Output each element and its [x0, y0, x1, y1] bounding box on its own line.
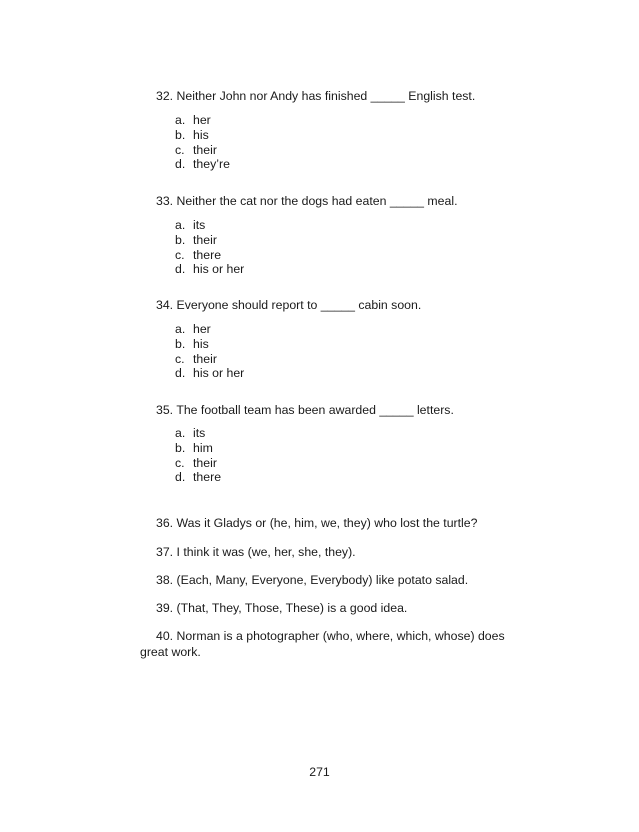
question-34: [156, 298, 421, 313]
question-text: (That, They, Those, These) is a good idea.: [176, 601, 408, 615]
option-a: [175, 426, 221, 441]
question-text: Was it Gladys or (he, him, we, they) who lost the turtle?: [176, 516, 478, 530]
option-text: there: [193, 247, 222, 262]
question-number: 32.: [156, 89, 174, 103]
option-letter: a.: [175, 322, 186, 336]
option-b: [175, 233, 244, 248]
question-text: Neither the cat nor the dogs had eaten _____ meal.: [176, 194, 458, 208]
question-number: 36.: [156, 516, 174, 530]
option-d: [175, 366, 244, 381]
options-33: [175, 218, 244, 277]
option-b: [175, 128, 230, 143]
option-letter: a.: [175, 426, 186, 440]
question-32: [156, 89, 475, 104]
option-letter: c.: [175, 455, 185, 470]
question-38: [156, 573, 468, 588]
option-text: its: [193, 426, 206, 440]
question-text: Neither John nor Andy has finished _____ English test.: [176, 89, 476, 103]
option-text: its: [193, 218, 206, 232]
question-number: 34.: [156, 298, 174, 312]
question-40: [140, 629, 520, 660]
option-letter: b.: [175, 127, 186, 142]
question-36: [156, 516, 477, 531]
option-letter: c.: [175, 142, 185, 157]
question-33: [156, 194, 458, 209]
option-letter: c.: [175, 247, 185, 262]
option-a: [175, 113, 230, 128]
option-d: [175, 470, 221, 485]
question-text: I think it was (we, her, she, they).: [176, 545, 356, 559]
question-39: [156, 601, 407, 616]
question-37: [156, 545, 356, 560]
question-text: The football team has been awarded _____ letters.: [176, 403, 454, 417]
option-letter: b.: [175, 232, 186, 247]
option-text: their: [193, 142, 217, 157]
option-text: her: [193, 113, 211, 127]
question-number: 33.: [156, 194, 174, 208]
option-letter: d.: [175, 470, 186, 485]
question-text: Everyone should report to _____ cabin soon.: [176, 298, 422, 312]
option-letter: d.: [175, 366, 186, 381]
option-text: there: [193, 470, 222, 485]
option-c: [175, 143, 230, 158]
option-text: her: [193, 322, 211, 336]
option-letter: b.: [175, 336, 186, 351]
option-text: his: [193, 127, 209, 142]
option-c: [175, 456, 221, 471]
option-letter: a.: [175, 113, 186, 127]
option-c: [175, 248, 244, 263]
option-text: their: [193, 351, 217, 366]
page-number: 271: [309, 765, 330, 779]
question-text: (Each, Many, Everyone, Everybody) like potato salad.: [176, 573, 469, 587]
option-text: their: [193, 455, 217, 470]
question-text: Norman is a photographer (who, where, which, whose) does great work.: [140, 629, 505, 659]
option-d: [175, 262, 244, 277]
option-c: [175, 352, 244, 367]
option-letter: a.: [175, 218, 186, 232]
question-35: [156, 403, 454, 418]
option-b: [175, 337, 244, 352]
option-b: [175, 441, 221, 456]
option-letter: d.: [175, 157, 186, 172]
option-letter: c.: [175, 351, 185, 366]
option-text: they’re: [193, 157, 230, 172]
option-text: his or her: [193, 366, 245, 381]
options-32: [175, 113, 230, 172]
question-number: 37.: [156, 545, 174, 559]
option-a: [175, 218, 244, 233]
options-34: [175, 322, 244, 381]
option-text: him: [193, 440, 213, 455]
option-text: his or her: [193, 262, 245, 277]
options-35: [175, 426, 221, 485]
option-letter: b.: [175, 440, 186, 455]
option-text: their: [193, 232, 217, 247]
question-number: 38.: [156, 573, 174, 587]
question-number: 40.: [156, 629, 174, 643]
question-number: 39.: [156, 601, 174, 615]
question-number: 35.: [156, 403, 174, 417]
option-letter: d.: [175, 262, 186, 277]
option-a: [175, 322, 244, 337]
option-d: [175, 157, 230, 172]
option-text: his: [193, 336, 209, 351]
